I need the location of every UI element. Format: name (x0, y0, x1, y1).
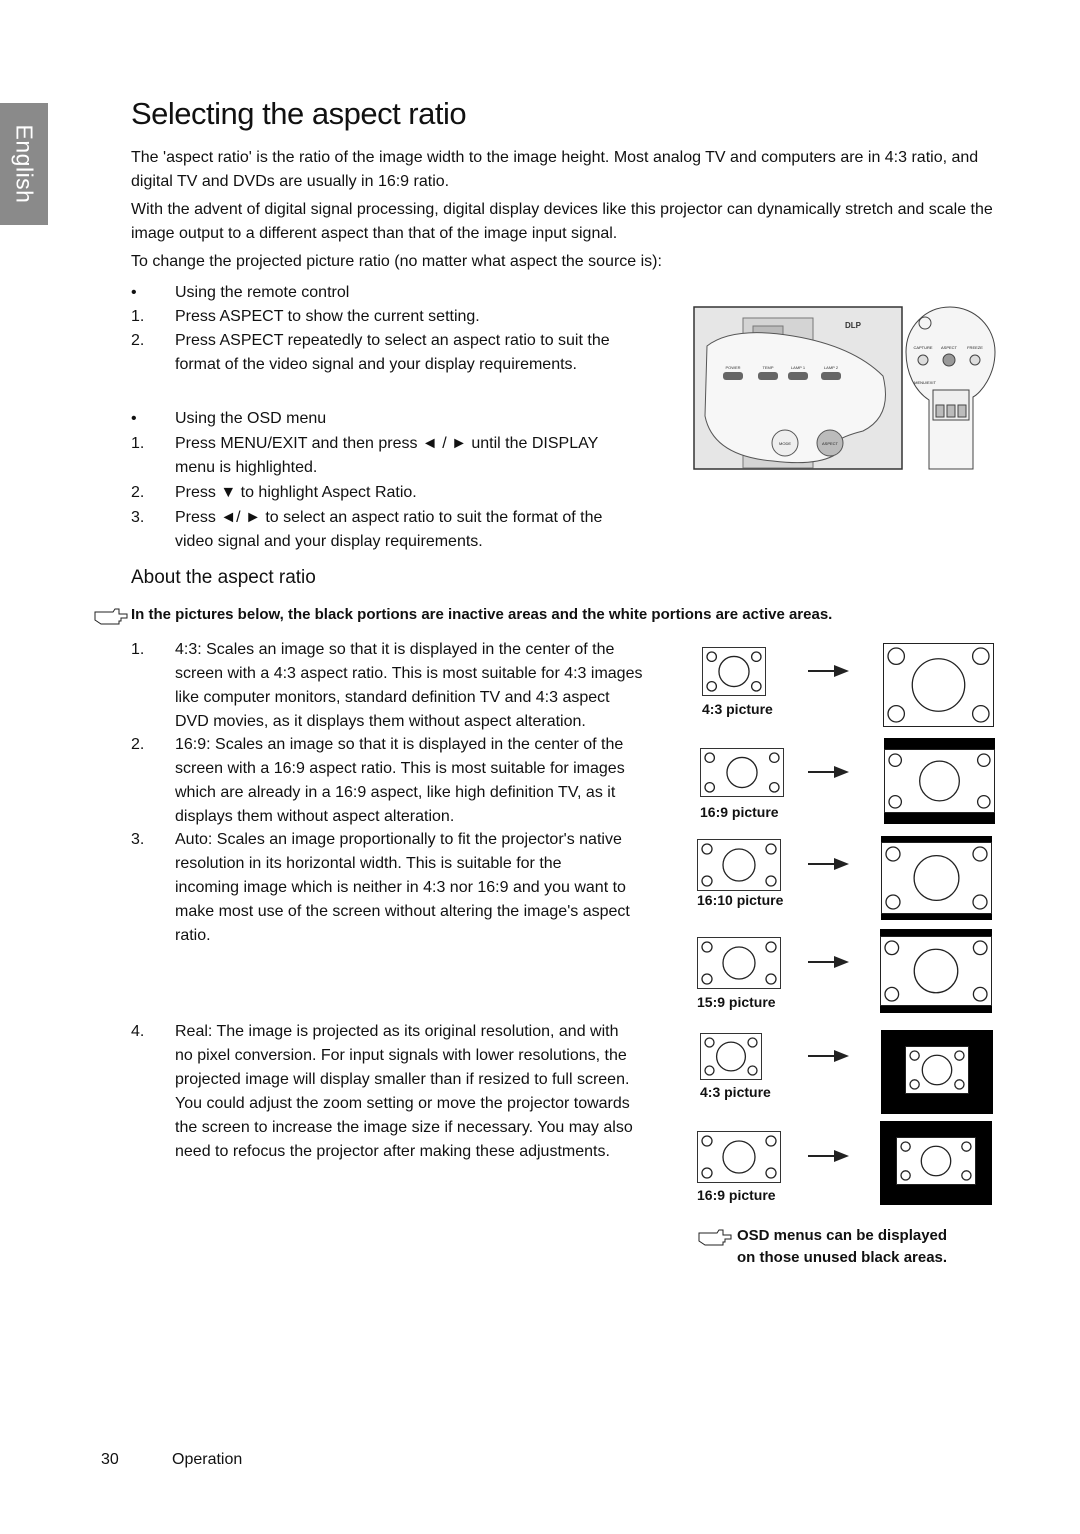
picture-caption: 16:9 picture (700, 804, 779, 820)
item-2-line: screen with a 16:9 aspect ratio. This is most suitable for images (175, 760, 625, 777)
picture-caption: 4:3 picture (700, 1084, 771, 1100)
step-number: 3. (131, 509, 145, 526)
projected-screen (880, 1121, 992, 1205)
active-area (884, 749, 995, 813)
intro-paragraph-1: The 'aspect ratio' is the ratio of the image width to the image height. Most analog TV and computers are in 4:3 ratio, and digital TV and DVDs are usually in 16:9 ratio. (131, 149, 979, 190)
remote-bullet: Using the remote control (175, 284, 350, 301)
dlp-logo: DLP (845, 321, 861, 330)
language-tab (0, 103, 48, 225)
mode-label: MODE (779, 441, 791, 446)
item-4-line: the screen to increase the image size if necessary. You may also (175, 1119, 633, 1136)
remote-aspect-label: ASPECT (940, 345, 958, 350)
lamp1-label: LAMP 1 (790, 365, 806, 370)
source-picture (700, 748, 784, 797)
active-area (905, 1046, 969, 1094)
step-number: 2. (131, 332, 145, 349)
aspect-key: ASPECT (219, 308, 284, 325)
arrow-right-icon (808, 764, 850, 780)
remote-control-illustration (903, 305, 998, 471)
temp-label: TEMP (762, 365, 774, 370)
item-3-line: incoming image which is neither in 4:3 nor 16:9 and you want to (175, 879, 626, 896)
item-2-line: displays them without aspect alteration. (175, 808, 455, 825)
item-number: 2. (131, 736, 145, 753)
item-4-line: You could adjust the zoom setting or move the projector towards (175, 1095, 630, 1112)
remote-step-2-cont: format of the video signal and your display requirements. (175, 356, 577, 373)
page-title: Selecting the aspect ratio (131, 96, 467, 131)
item-1-line: DVD movies, as it displays them without aspect alteration. (175, 713, 586, 730)
intro-paragraph-3: To change the projected picture ratio (no matter what aspect the source is): (131, 253, 662, 270)
osd-step-3: Press ◄/ ► to select an aspect ratio to suit the format of the (175, 509, 603, 526)
arrow-right-icon (808, 663, 850, 679)
item-4-line: Real: The image is projected as its original resolution, and with (175, 1023, 619, 1040)
source-picture (702, 647, 766, 696)
step-number: 1. (131, 308, 145, 325)
bullet-marker: • (131, 284, 137, 301)
osd-step-1-cont: menu is highlighted. (175, 459, 318, 476)
arrow-right-icon (808, 1048, 850, 1064)
item-3-line: ratio. (175, 927, 211, 944)
item-1-line: screen with a 4:3 aspect ratio. This is most suitable for 4:3 images (175, 665, 643, 682)
picture-caption: 16:10 picture (697, 892, 784, 908)
bullet-marker: • (131, 410, 137, 427)
osd-bullet: Using the OSD menu (175, 410, 327, 427)
source-picture (697, 839, 781, 891)
about-heading: About the aspect ratio (131, 567, 316, 588)
picture-caption: 16:9 picture (697, 1187, 776, 1203)
active-area (883, 643, 994, 727)
intro-paragraph-2: With the advent of digital signal processing, digital display devices like this projector can dynamically stretch and scale the image output to a different aspect than that of the image input signal. (131, 201, 993, 242)
arrow-right-icon (808, 954, 850, 970)
item-4-line: projected image will display smaller than if resized to full screen. (175, 1071, 630, 1088)
item-3-line: make most use of the screen without altering the image's aspect (175, 903, 630, 920)
aspect-button-label: ASPECT (821, 441, 839, 446)
arrow-right-icon (808, 1148, 850, 1164)
menu-exit-label: MENU/EXIT (914, 380, 936, 385)
item-4-line: need to refocus the projector after making these adjustments. (175, 1143, 610, 1160)
active-area (880, 936, 992, 1006)
projected-screen (884, 738, 995, 824)
note-hand-icon (697, 1227, 733, 1249)
step-number: 2. (131, 484, 145, 501)
projected-screen (881, 836, 992, 920)
source-picture (700, 1033, 762, 1080)
item-2-line: 16:9: Scales an image so that it is displayed in the center of the (175, 736, 624, 753)
item-number: 1. (131, 641, 145, 658)
osd-step-2: Press ▼ to highlight Aspect Ratio. (175, 484, 417, 501)
language-tab-label: English (11, 124, 38, 204)
aspect-key: ASPECT (219, 332, 284, 349)
item-number: 4. (131, 1023, 145, 1040)
side-note-line-1: OSD menus can be displayed (737, 1227, 948, 1244)
item-4-line: no pixel conversion. For input signals with lower resolutions, the (175, 1047, 627, 1064)
projected-screen (881, 1030, 993, 1114)
picture-caption: 4:3 picture (702, 701, 773, 717)
item-number: 3. (131, 831, 145, 848)
note-text: In the pictures below, the black portions are inactive areas and the white portions are active areas. (131, 606, 833, 623)
active-area (896, 1137, 976, 1185)
source-picture (697, 1131, 781, 1183)
remote-step-1: Press ASPECT to show the current setting. (175, 308, 480, 325)
picture-caption: 15:9 picture (697, 994, 776, 1010)
item-1-line: like computer monitors, standard definition TV and 4:3 aspect (175, 689, 610, 706)
active-area (881, 842, 992, 914)
item-2-line: which are already in a 16:9 aspect, like high definition TV, as it (175, 784, 616, 801)
side-note-line-2: on those unused black areas. (737, 1249, 948, 1266)
footer-section: Operation (172, 1451, 243, 1468)
osd-step-1: Press MENU/EXIT and then press ◄ / ► until the DISPLAY (175, 435, 599, 452)
item-3-line: Auto: Scales an image proportionally to fit the projector's native (175, 831, 622, 848)
osd-step-3-cont: video signal and your display requirements. (175, 533, 483, 550)
item-1-line: 4:3: Scales an image so that it is displayed in the center of the (175, 641, 615, 658)
freeze-label: FREEZE (967, 345, 983, 350)
source-picture (697, 937, 781, 989)
power-label: POWER (725, 365, 741, 370)
item-3-line: resolution in its horizontal width. This is suitable for the (175, 855, 562, 872)
page-number: 30 (101, 1451, 119, 1468)
projected-screen (883, 643, 994, 727)
capture-label: CAPTURE (913, 345, 933, 350)
remote-step-2: Press ASPECT repeatedly to select an aspect ratio to suit the (175, 332, 610, 349)
arrow-right-icon (808, 856, 850, 872)
projector-panel-illustration (693, 306, 903, 470)
projected-screen (880, 929, 992, 1013)
note-hand-icon (93, 606, 129, 628)
step-number: 1. (131, 435, 145, 452)
lamp2-label: LAMP 2 (823, 365, 839, 370)
